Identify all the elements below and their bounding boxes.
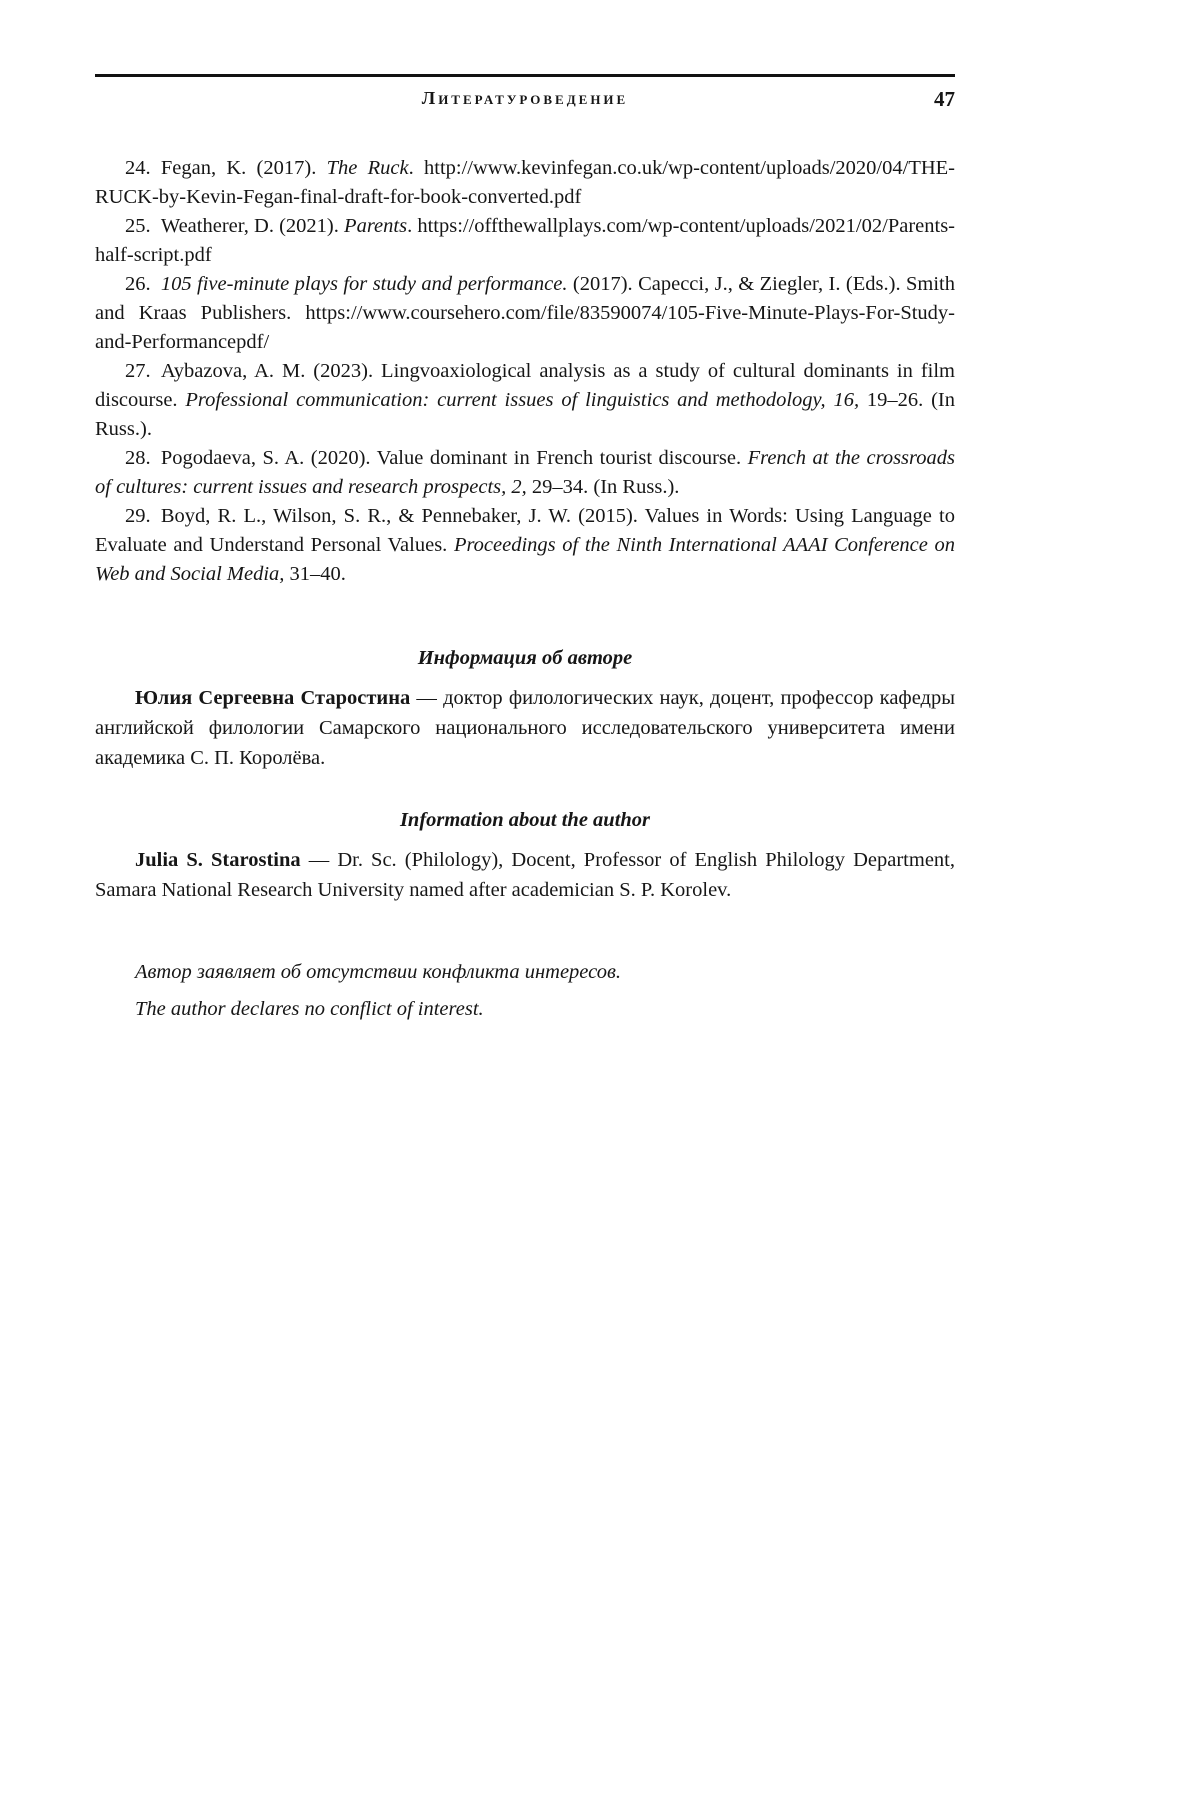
reference-item-27: 27. Aybazova, A. M. (2023). Lingvoaxiological analysis as a study of cultural dominants in film discourse. Professional communication: current issues of linguistics and methodology, 16, 19–26. (In Russ.). [95, 360, 955, 440]
reference-item-28: 28. Pogodaeva, S. A. (2020). Value dominant in French tourist discourse. French at the crossroads of cultures: current issues and research prospects, 2, 29–34. (In Russ.). [95, 447, 955, 498]
author-info-heading-en: Information about the author [399, 809, 651, 831]
section-title: Литературоведение [421, 88, 629, 108]
reference-item-25: 25. Weatherer, D. (2021). Parents. https://offthewallplays.com/wp-content/uploads/2021/02/Parents-half-script.pdf [95, 215, 956, 266]
reference-item-29: 29. Boyd, R. L., Wilson, S. R., & Pennebaker, J. W. (2015). Values in Words: Using Language to Evaluate and Understand Personal Values. Proceedings of the Ninth International AAAI Conference on Web and Social Media, 31–40. [95, 505, 955, 585]
page-header [95, 88, 955, 114]
author-info-paragraph-en: Julia S. Starostina — Dr. Sc. (Philology), Docent, Professor of English Philology Department, Samara National Research University named after academician S. P. Korolev. [95, 849, 955, 901]
conflict-statement-en: The author declares no conflict of interest. [135, 998, 484, 1020]
references-list [95, 154, 955, 589]
page-number: 47 [934, 87, 955, 111]
author-info-paragraph-ru: Юлия Сергеевна Старостина — доктор филологических наук, доцент, профессор кафедры английской филологии Самарского национального исследовательского университета имени академика С. П. Королёва. [95, 687, 955, 769]
header-rule [95, 74, 955, 77]
page-content [95, 0, 955, 1031]
reference-item-26: 26. 105 five-minute plays for study and performance. (2017). Capecci, J., & Ziegler, I. (Eds.). Smith and Kraas Publishers. https://www.coursehero.com/file/83590074/105-Five-Minute-Plays-For-Study-and-Performancepdf/ [95, 273, 955, 353]
author-info-heading-ru: Информация об авторе [417, 647, 633, 669]
reference-item-24: 24. Fegan, K. (2017). The Ruck. http://www.kevinfegan.co.uk/wp-content/uploads/2020/04/THE-RUCK-by-Kevin-Fegan-final-draft-for-book-converted.pdf [95, 157, 955, 208]
conflict-statement-ru: Автор заявляет об отсутствии конфликта интересов. [135, 961, 621, 983]
